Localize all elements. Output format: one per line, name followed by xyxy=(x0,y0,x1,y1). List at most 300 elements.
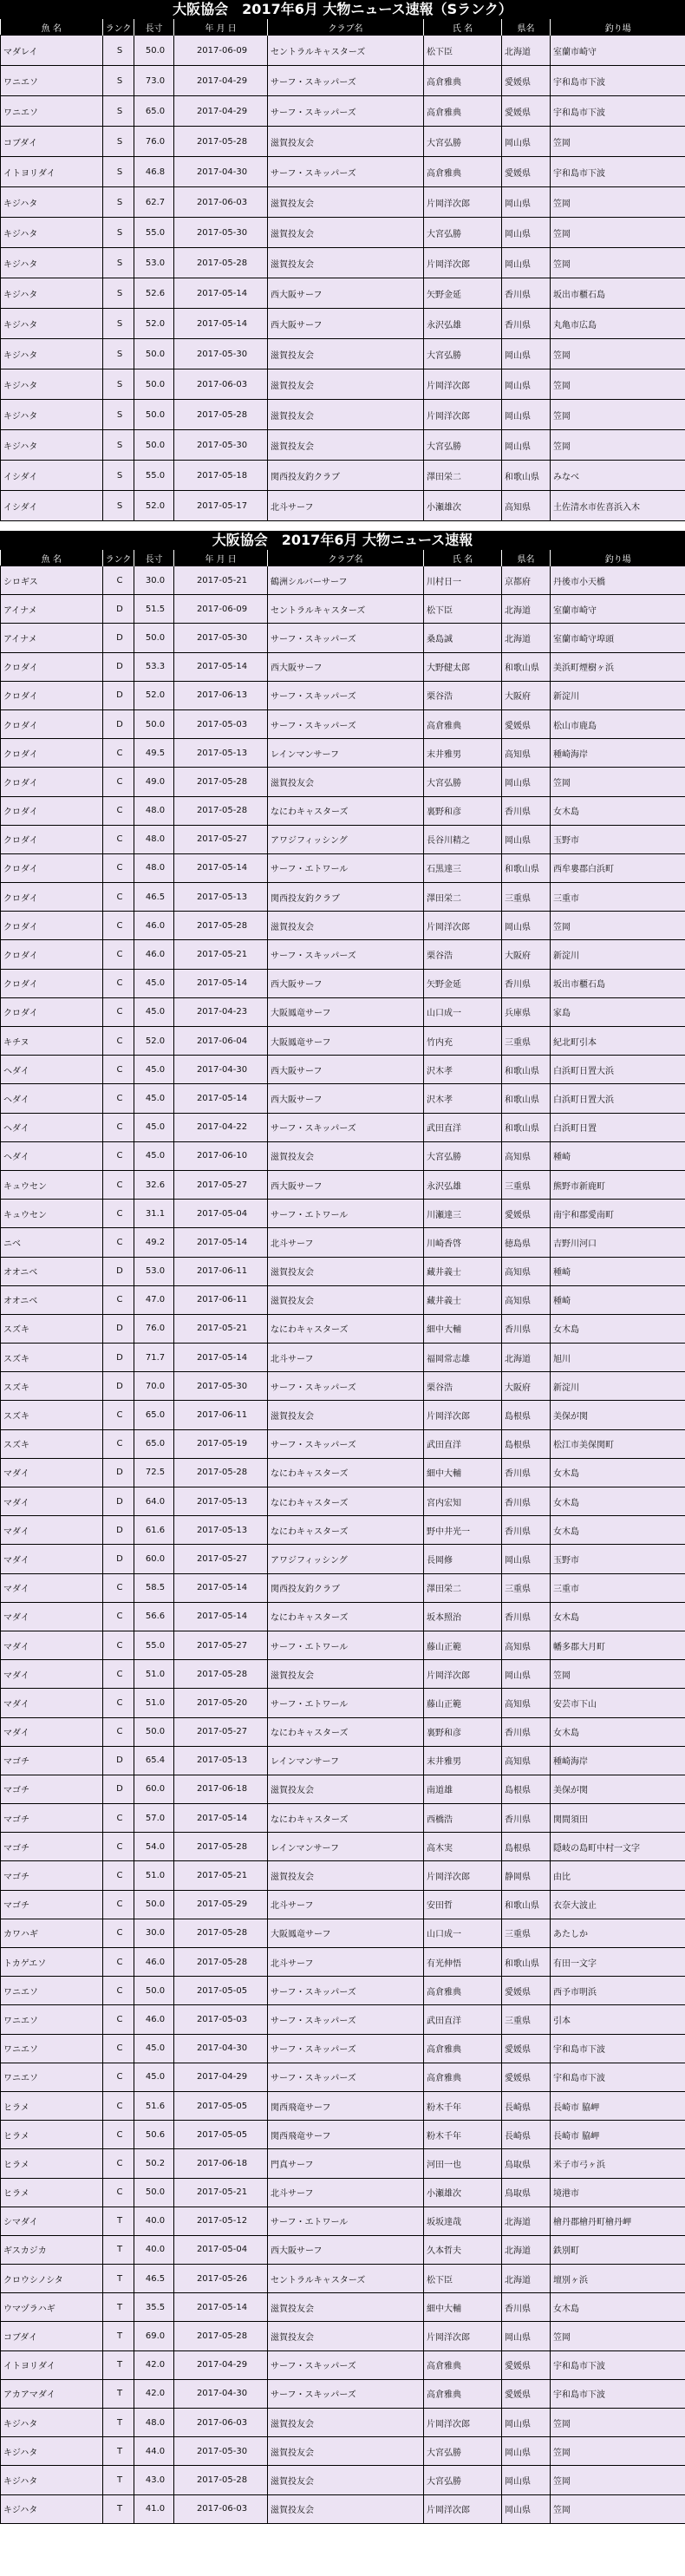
angler-name-cell: 宮内宏知 xyxy=(424,1487,502,1516)
table-row xyxy=(1,1516,685,1545)
fish-name-cell: マダイ xyxy=(1,1717,103,1746)
angler-name-cell: 大宮弘勝 xyxy=(424,1141,502,1170)
club-name-cell: 西大阪サーフ xyxy=(268,2235,424,2264)
table-row xyxy=(1,969,685,997)
length-cell: 32.6 xyxy=(134,1170,174,1199)
prefecture-cell: 北海道 xyxy=(502,595,551,624)
fishing-spot-cell: 安芸市下山 xyxy=(551,1689,685,1717)
prefecture-cell: 長崎県 xyxy=(502,2121,551,2149)
angler-name-cell: 長谷川精之 xyxy=(424,825,502,853)
rank-cell: C xyxy=(103,1429,134,1458)
prefecture-cell: 愛媛県 xyxy=(502,2379,551,2408)
date-cell: 2017-05-14 xyxy=(174,2293,268,2322)
prefecture-cell: 北海道 xyxy=(502,36,551,66)
fishing-spot-cell: みなべ xyxy=(551,461,685,491)
fish-name-cell: イシダイ xyxy=(1,491,103,521)
fish-name-cell: コブダイ xyxy=(1,127,103,157)
fish-name-cell: アカアマダイ xyxy=(1,2379,103,2408)
length-cell: 65.0 xyxy=(134,1401,174,1429)
length-cell: 65.0 xyxy=(134,96,174,127)
length-cell: 49.2 xyxy=(134,1228,174,1257)
fishing-spot-cell: 松江市美保関町 xyxy=(551,1429,685,1458)
table-row xyxy=(1,1458,685,1487)
date-cell: 2017-05-14 xyxy=(174,1344,268,1372)
prefecture-cell: 鳥取県 xyxy=(502,2149,551,2178)
angler-name-cell: 片岡洋次郎 xyxy=(424,369,502,400)
date-cell: 2017-05-30 xyxy=(174,1372,268,1401)
table-row xyxy=(1,853,685,882)
angler-name-cell: 大宮弘勝 xyxy=(424,127,502,157)
rank-cell: D xyxy=(103,1516,134,1545)
prefecture-cell: 高知県 xyxy=(502,1746,551,1775)
column-header-rank: ランク xyxy=(103,19,134,36)
table-row xyxy=(1,278,685,309)
date-cell: 2017-05-14 xyxy=(174,652,268,681)
club-name-cell: サーフ・スキッパーズ xyxy=(268,2063,424,2091)
rank-cell: C xyxy=(103,1056,134,1084)
date-cell: 2017-05-30 xyxy=(174,430,268,461)
prefecture-cell: 香川県 xyxy=(502,1602,551,1631)
rank-cell: C xyxy=(103,912,134,940)
table-row xyxy=(1,2207,685,2235)
prefecture-cell: 大阪府 xyxy=(502,681,551,709)
rank-cell: C xyxy=(103,1027,134,1056)
fishing-spot-cell: 笠岡 xyxy=(551,339,685,369)
length-cell: 45.0 xyxy=(134,969,174,997)
fish-name-cell: キジハタ xyxy=(1,369,103,400)
date-cell: 2017-05-05 xyxy=(174,1977,268,2005)
fishing-spot-cell: 長崎市 脇岬 xyxy=(551,2121,685,2149)
club-name-cell: サーフ・エトワール xyxy=(268,1200,424,1228)
length-cell: 55.0 xyxy=(134,218,174,248)
angler-name-cell: 武田直洋 xyxy=(424,1429,502,1458)
date-cell: 2017-05-28 xyxy=(174,768,268,796)
fishing-spot-cell: 壇別ヶ浜 xyxy=(551,2265,685,2293)
table-row xyxy=(1,1228,685,1257)
prefecture-cell: 愛媛県 xyxy=(502,157,551,187)
length-cell: 70.0 xyxy=(134,1372,174,1401)
club-name-cell: サーフ・スキッパーズ xyxy=(268,1372,424,1401)
club-name-cell: レインマンサーフ xyxy=(268,739,424,768)
fishing-spot-cell: 笠岡 xyxy=(551,2466,685,2494)
fish-name-cell: アイナメ xyxy=(1,595,103,624)
table-row xyxy=(1,595,685,624)
column-header-date: 年 月 日 xyxy=(174,19,268,36)
fishing-spot-cell: 白浜町日置大浜 xyxy=(551,1084,685,1113)
rank-cell: C xyxy=(103,2178,134,2207)
prefecture-cell: 和歌山県 xyxy=(502,1890,551,1919)
length-cell: 72.5 xyxy=(134,1458,174,1487)
prefecture-cell: 岡山県 xyxy=(502,127,551,157)
fish-name-cell: ワニエソ xyxy=(1,1977,103,2005)
rank-cell: C xyxy=(103,969,134,997)
date-cell: 2017-05-28 xyxy=(174,248,268,278)
angler-name-cell: 片岡洋次郎 xyxy=(424,1401,502,1429)
angler-name-cell: 高倉雅典 xyxy=(424,1977,502,2005)
table-row xyxy=(1,2149,685,2178)
table-row xyxy=(1,1084,685,1113)
length-cell: 51.5 xyxy=(134,595,174,624)
table-row xyxy=(1,2235,685,2264)
fish-name-cell: キジハタ xyxy=(1,187,103,218)
catch-table xyxy=(0,550,685,2524)
angler-name-cell: 松下臣 xyxy=(424,595,502,624)
fish-name-cell: ワニエソ xyxy=(1,66,103,96)
date-cell: 2017-05-28 xyxy=(174,127,268,157)
fish-name-cell: ヘダイ xyxy=(1,1113,103,1141)
club-name-cell: サーフ・スキッパーズ xyxy=(268,940,424,969)
fish-name-cell: オオニベ xyxy=(1,1285,103,1314)
angler-name-cell: 野中井光一 xyxy=(424,1516,502,1545)
date-cell: 2017-05-21 xyxy=(174,2178,268,2207)
length-cell: 60.0 xyxy=(134,1545,174,1573)
length-cell: 50.0 xyxy=(134,2178,174,2207)
club-name-cell: サーフ・スキッパーズ xyxy=(268,1977,424,2005)
club-name-cell: 滋賀投友会 xyxy=(268,2322,424,2350)
prefecture-cell: 愛媛県 xyxy=(502,66,551,96)
prefecture-cell: 北海道 xyxy=(502,1344,551,1372)
fishing-spot-cell: 女木島 xyxy=(551,1458,685,1487)
length-cell: 50.0 xyxy=(134,1717,174,1746)
table-row xyxy=(1,1170,685,1199)
rank-cell: C xyxy=(103,1573,134,1602)
date-cell: 2017-05-28 xyxy=(174,1458,268,1487)
length-cell: 73.0 xyxy=(134,66,174,96)
fish-name-cell: マダイ xyxy=(1,1602,103,1631)
table-row xyxy=(1,825,685,853)
prefecture-cell: 岡山県 xyxy=(502,2409,551,2437)
prefecture-cell: 北海道 xyxy=(502,2265,551,2293)
angler-name-cell: 福岡常志雄 xyxy=(424,1344,502,1372)
table-row xyxy=(1,1775,685,1803)
table-row xyxy=(1,2494,685,2523)
rank-cell: C xyxy=(103,1200,134,1228)
club-name-cell: レインマンサーフ xyxy=(268,1833,424,1861)
angler-name-cell: 片岡洋次郎 xyxy=(424,400,502,430)
fish-name-cell: スズキ xyxy=(1,1401,103,1429)
fish-name-cell: キジハタ xyxy=(1,339,103,369)
fish-name-cell: クロダイ xyxy=(1,681,103,709)
rank-cell: C xyxy=(103,2034,134,2063)
table-row xyxy=(1,2178,685,2207)
date-cell: 2017-05-14 xyxy=(174,969,268,997)
table-row xyxy=(1,1573,685,1602)
fishing-spot-cell: 笠岡 xyxy=(551,187,685,218)
fish-name-cell: クロダイ xyxy=(1,997,103,1026)
date-cell: 2017-05-28 xyxy=(174,2322,268,2350)
fish-name-cell: ヘダイ xyxy=(1,1056,103,1084)
table-row xyxy=(1,2409,685,2437)
fishing-spot-cell: 宇和島市下波 xyxy=(551,2350,685,2379)
date-cell: 2017-04-22 xyxy=(174,1113,268,1141)
date-cell: 2017-06-10 xyxy=(174,1141,268,1170)
angler-name-cell: 坂本照治 xyxy=(424,1602,502,1631)
club-name-cell: サーフ・エトワール xyxy=(268,1631,424,1659)
club-name-cell: なにわキャスターズ xyxy=(268,1314,424,1343)
prefecture-cell: 岡山県 xyxy=(502,400,551,430)
table-row xyxy=(1,1833,685,1861)
prefecture-cell: 鳥取県 xyxy=(502,2178,551,2207)
length-cell: 64.0 xyxy=(134,1487,174,1516)
rank-cell: C xyxy=(103,1660,134,1689)
angler-name-cell: 細中大輔 xyxy=(424,1458,502,1487)
club-name-cell: 滋賀投友会 xyxy=(268,2494,424,2523)
rank-cell: C xyxy=(103,1977,134,2005)
table-row xyxy=(1,1285,685,1314)
angler-name-cell: 澤田栄二 xyxy=(424,461,502,491)
date-cell: 2017-05-13 xyxy=(174,1746,268,1775)
date-cell: 2017-04-30 xyxy=(174,1056,268,1084)
angler-name-cell: 細中大輔 xyxy=(424,1314,502,1343)
fish-name-cell: マゴチ xyxy=(1,1861,103,1890)
table-row xyxy=(1,1314,685,1343)
table-row xyxy=(1,1977,685,2005)
prefecture-cell: 兵庫県 xyxy=(502,997,551,1026)
prefecture-cell: 和歌山県 xyxy=(502,1084,551,1113)
length-cell: 41.0 xyxy=(134,2494,174,2523)
rank-cell: C xyxy=(103,1631,134,1659)
rank-cell: T xyxy=(103,2379,134,2408)
angler-name-cell: 片岡洋次郎 xyxy=(424,2409,502,2437)
fish-name-cell: キジハタ xyxy=(1,2437,103,2466)
date-cell: 2017-05-03 xyxy=(174,709,268,738)
club-name-cell: サーフ・スキッパーズ xyxy=(268,1113,424,1141)
rank-cell: C xyxy=(103,1804,134,1833)
fishing-spot-cell: 隠岐の島町中村一文字 xyxy=(551,1833,685,1861)
table-row xyxy=(1,2322,685,2350)
table-row xyxy=(1,2063,685,2091)
rank-cell: S xyxy=(103,309,134,339)
angler-name-cell: 矢野金延 xyxy=(424,969,502,997)
date-cell: 2017-06-11 xyxy=(174,1257,268,1285)
club-name-cell: サーフ・スキッパーズ xyxy=(268,681,424,709)
length-cell: 46.0 xyxy=(134,2005,174,2034)
date-cell: 2017-05-13 xyxy=(174,1487,268,1516)
club-name-cell: サーフ・スキッパーズ xyxy=(268,2034,424,2063)
club-name-cell: サーフ・スキッパーズ xyxy=(268,709,424,738)
rank-cell: T xyxy=(103,2207,134,2235)
angler-name-cell: 片岡洋次郎 xyxy=(424,1861,502,1890)
prefecture-cell: 京都府 xyxy=(502,566,551,595)
prefecture-cell: 大阪府 xyxy=(502,1372,551,1401)
fishing-spot-cell: 室蘭市崎守 xyxy=(551,595,685,624)
length-cell: 48.0 xyxy=(134,853,174,882)
prefecture-cell: 岡山県 xyxy=(502,825,551,853)
section-spacer xyxy=(0,521,685,531)
length-cell: 60.0 xyxy=(134,1775,174,1803)
club-name-cell: 滋賀投友会 xyxy=(268,187,424,218)
rank-cell: S xyxy=(103,127,134,157)
fish-name-cell: マダイ xyxy=(1,1487,103,1516)
rank-cell: S xyxy=(103,96,134,127)
length-cell: 30.0 xyxy=(134,1919,174,1947)
club-name-cell: なにわキャスターズ xyxy=(268,1458,424,1487)
date-cell: 2017-06-09 xyxy=(174,595,268,624)
fishing-spot-cell: 衣奈大波止 xyxy=(551,1890,685,1919)
report-title: 大阪協会 2017年6月 大物ニュース速報 xyxy=(0,531,685,550)
table-row xyxy=(1,127,685,157)
date-cell: 2017-05-30 xyxy=(174,339,268,369)
fishing-spot-cell: 笠岡 xyxy=(551,127,685,157)
date-cell: 2017-05-03 xyxy=(174,2005,268,2034)
fish-name-cell: ワニエソ xyxy=(1,2063,103,2091)
date-cell: 2017-05-28 xyxy=(174,1948,268,1977)
prefecture-cell: 岡山県 xyxy=(502,1660,551,1689)
fish-name-cell: マゴチ xyxy=(1,1775,103,1803)
date-cell: 2017-05-28 xyxy=(174,796,268,825)
club-name-cell: 滋賀投友会 xyxy=(268,1257,424,1285)
prefecture-cell: 香川県 xyxy=(502,1458,551,1487)
table-row xyxy=(1,309,685,339)
rank-cell: T xyxy=(103,2350,134,2379)
prefecture-cell: 和歌山県 xyxy=(502,461,551,491)
prefecture-cell: 高知県 xyxy=(502,739,551,768)
table-row xyxy=(1,1372,685,1401)
report-title: 大阪協会 2017年6月 大物ニュース速報（Sランク） xyxy=(0,0,685,19)
angler-name-cell: 片岡洋次郎 xyxy=(424,912,502,940)
date-cell: 2017-05-21 xyxy=(174,940,268,969)
length-cell: 45.0 xyxy=(134,1141,174,1170)
date-cell: 2017-05-27 xyxy=(174,1545,268,1573)
rank-cell: T xyxy=(103,2466,134,2494)
fish-name-cell: クロウシノシタ xyxy=(1,2265,103,2293)
prefecture-cell: 北海道 xyxy=(502,624,551,652)
club-name-cell: 大阪鳳竜サーフ xyxy=(268,997,424,1026)
fish-name-cell: クロダイ xyxy=(1,739,103,768)
length-cell: 62.7 xyxy=(134,187,174,218)
prefecture-cell: 岡山県 xyxy=(502,430,551,461)
prefecture-cell: 島根県 xyxy=(502,1401,551,1429)
length-cell: 48.0 xyxy=(134,825,174,853)
length-cell: 76.0 xyxy=(134,127,174,157)
date-cell: 2017-05-19 xyxy=(174,1429,268,1458)
prefecture-cell: 高知県 xyxy=(502,1631,551,1659)
rank-cell: C xyxy=(103,1861,134,1890)
angler-name-cell: 大宮弘勝 xyxy=(424,2437,502,2466)
club-name-cell: 西大阪サーフ xyxy=(268,1170,424,1199)
club-name-cell: なにわキャスターズ xyxy=(268,1487,424,1516)
column-header-club-name: クラブ名 xyxy=(268,19,424,36)
fishing-spot-cell: 笠岡 xyxy=(551,369,685,400)
club-name-cell: 滋賀投友会 xyxy=(268,127,424,157)
fish-name-cell: イトヨリダイ xyxy=(1,157,103,187)
club-name-cell: 滋賀投友会 xyxy=(268,1285,424,1314)
date-cell: 2017-05-28 xyxy=(174,912,268,940)
fish-name-cell: イシダイ xyxy=(1,461,103,491)
angler-name-cell: 永沢弘雄 xyxy=(424,309,502,339)
length-cell: 50.0 xyxy=(134,369,174,400)
rank-cell: T xyxy=(103,2494,134,2523)
club-name-cell: 西大阪サーフ xyxy=(268,278,424,309)
club-name-cell: 西大阪サーフ xyxy=(268,652,424,681)
column-header-angler-name: 氏 名 xyxy=(424,19,502,36)
prefecture-cell: 岡山県 xyxy=(502,768,551,796)
fish-name-cell: キジハタ xyxy=(1,218,103,248)
table-row xyxy=(1,2437,685,2466)
fish-name-cell: キュウセン xyxy=(1,1170,103,1199)
club-name-cell: サーフ・エトワール xyxy=(268,853,424,882)
prefecture-cell: 岡山県 xyxy=(502,248,551,278)
fish-name-cell: ギスカジカ xyxy=(1,2235,103,2264)
fishing-spot-cell: 吉野川河口 xyxy=(551,1228,685,1257)
rank-cell: C xyxy=(103,853,134,882)
prefecture-cell: 香川県 xyxy=(502,2293,551,2322)
fishing-spot-cell: 種崎 xyxy=(551,1141,685,1170)
club-name-cell: なにわキャスターズ xyxy=(268,1602,424,1631)
date-cell: 2017-05-28 xyxy=(174,400,268,430)
fishing-spot-cell: 引本 xyxy=(551,2005,685,2034)
fish-name-cell: ヘダイ xyxy=(1,1141,103,1170)
length-cell: 45.0 xyxy=(134,997,174,1026)
angler-name-cell: 片岡洋次郎 xyxy=(424,2322,502,2350)
prefecture-cell: 高知県 xyxy=(502,1257,551,1285)
table-row xyxy=(1,681,685,709)
fishing-spot-cell: 笠岡 xyxy=(551,2409,685,2437)
column-header-rank: ランク xyxy=(103,550,134,566)
prefecture-cell: 香川県 xyxy=(502,1314,551,1343)
prefecture-cell: 三重県 xyxy=(502,1919,551,1947)
club-name-cell: なにわキャスターズ xyxy=(268,796,424,825)
date-cell: 2017-05-13 xyxy=(174,883,268,912)
fishing-spot-cell: 女木島 xyxy=(551,1717,685,1746)
fish-name-cell: シマダイ xyxy=(1,2207,103,2235)
date-cell: 2017-05-14 xyxy=(174,309,268,339)
fishing-spot-cell: 三重市 xyxy=(551,883,685,912)
club-name-cell: サーフ・エトワール xyxy=(268,1689,424,1717)
angler-name-cell: 大野健太郎 xyxy=(424,652,502,681)
date-cell: 2017-04-30 xyxy=(174,2034,268,2063)
rank-cell: T xyxy=(103,2409,134,2437)
rank-cell: S xyxy=(103,278,134,309)
prefecture-cell: 愛媛県 xyxy=(502,2034,551,2063)
rank-cell: D xyxy=(103,1746,134,1775)
rank-cell: S xyxy=(103,339,134,369)
fish-name-cell: ワニエソ xyxy=(1,2034,103,2063)
fishing-spot-cell: 笠岡 xyxy=(551,768,685,796)
table-row xyxy=(1,709,685,738)
fishing-spot-cell: 丹後市小天橋 xyxy=(551,566,685,595)
table-row xyxy=(1,739,685,768)
date-cell: 2017-05-28 xyxy=(174,2466,268,2494)
angler-name-cell: 高倉雅典 xyxy=(424,2063,502,2091)
length-cell: 52.0 xyxy=(134,491,174,521)
fishing-spot-cell: 西牟婁郡白浜町 xyxy=(551,853,685,882)
rank-cell: C xyxy=(103,1689,134,1717)
length-cell: 56.6 xyxy=(134,1602,174,1631)
date-cell: 2017-05-26 xyxy=(174,2265,268,2293)
length-cell: 45.0 xyxy=(134,1084,174,1113)
date-cell: 2017-05-21 xyxy=(174,1314,268,1343)
fish-name-cell: キジハタ xyxy=(1,248,103,278)
table-row xyxy=(1,2350,685,2379)
rank-cell: C xyxy=(103,1833,134,1861)
table-row xyxy=(1,1890,685,1919)
fishing-spot-cell: 美保が関 xyxy=(551,1775,685,1803)
date-cell: 2017-05-13 xyxy=(174,739,268,768)
fish-name-cell: マダイ xyxy=(1,1458,103,1487)
prefecture-cell: 香川県 xyxy=(502,1487,551,1516)
length-cell: 61.6 xyxy=(134,1516,174,1545)
date-cell: 2017-06-11 xyxy=(174,1401,268,1429)
fish-name-cell: スズキ xyxy=(1,1344,103,1372)
rank-cell: D xyxy=(103,1545,134,1573)
fishing-spot-cell: 宇和島市下波 xyxy=(551,2034,685,2063)
date-cell: 2017-06-18 xyxy=(174,2149,268,2178)
rank-cell: C xyxy=(103,1919,134,1947)
club-name-cell: 滋賀投友会 xyxy=(268,1660,424,1689)
table-row xyxy=(1,1804,685,1833)
angler-name-cell: 武田直洋 xyxy=(424,2005,502,2034)
